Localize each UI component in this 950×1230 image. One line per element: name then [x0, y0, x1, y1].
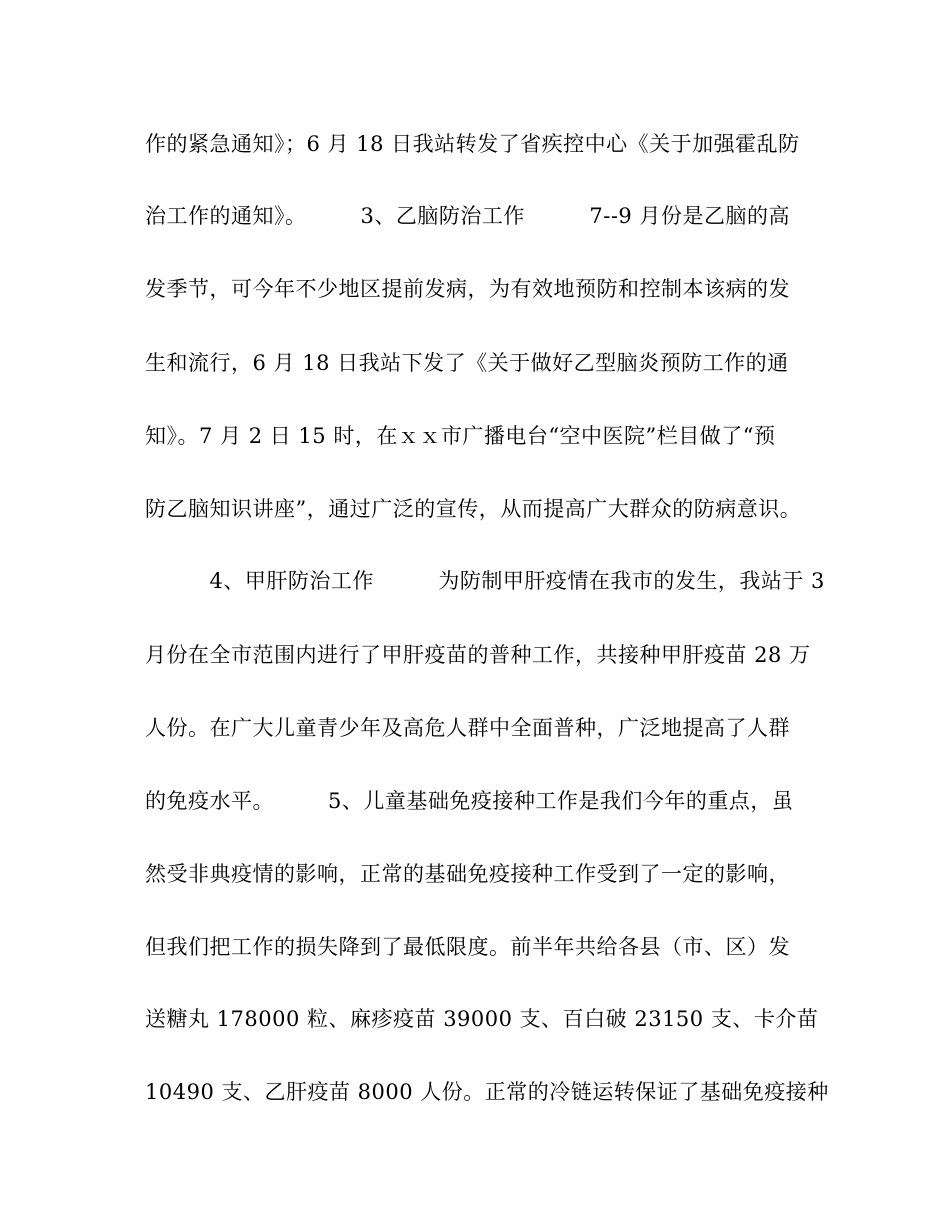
text-line: 知》。7 月 2 日 15 时，在ｘｘ市广播电台“空中医院”栏目做了“预: [145, 424, 776, 448]
text-line: 作的紧急通知》；6 月 18 日我站转发了省疾控中心《关于加强霍乱防: [145, 132, 800, 156]
text-line: 治工作的通知》。 3、乙脑防治工作 7--9 月份是乙脑的高: [145, 204, 790, 228]
text-line: 月份在全市范围内进行了甲肝疫苗的普种工作，共接种甲肝疫苗 28 万: [145, 643, 811, 667]
text-line: 但我们把工作的损失降到了最低限度。前半年共给各县（市、区）发: [145, 935, 790, 959]
text-line: 送糖丸 178000 粒、麻疹疫苗 39000 支、百白破 23150 支、卡介苗: [145, 1007, 819, 1031]
text-line: 防乙脑知识讲座”，通过广泛的宣传，从而提高广大群众的防病意识。: [145, 497, 802, 521]
text-line: 人份。在广大儿童青少年及高危人群中全面普种，广泛地提高了人群: [145, 716, 790, 740]
text-line: 的免疫水平。 5、儿童基础免疫接种工作是我们今年的重点，虽: [145, 789, 794, 813]
text-line: 生和流行，6 月 18 日我站下发了《关于做好乙型脑炎预防工作的通: [145, 351, 789, 375]
text-line: 发季节，可今年不少地区提前发病，为有效地预防和控制本该病的发: [145, 277, 790, 301]
text-line: 然受非典疫情的影响，正常的基础免疫接种工作受到了一定的影响，: [145, 862, 790, 886]
text-line: 4、甲肝防治工作 为防制甲肝疫情在我市的发生，我站于 3: [145, 569, 825, 593]
text-line: 10490 支、乙肝疫苗 8000 人份。正常的冷链运转保证了基础免疫接种: [145, 1080, 829, 1104]
